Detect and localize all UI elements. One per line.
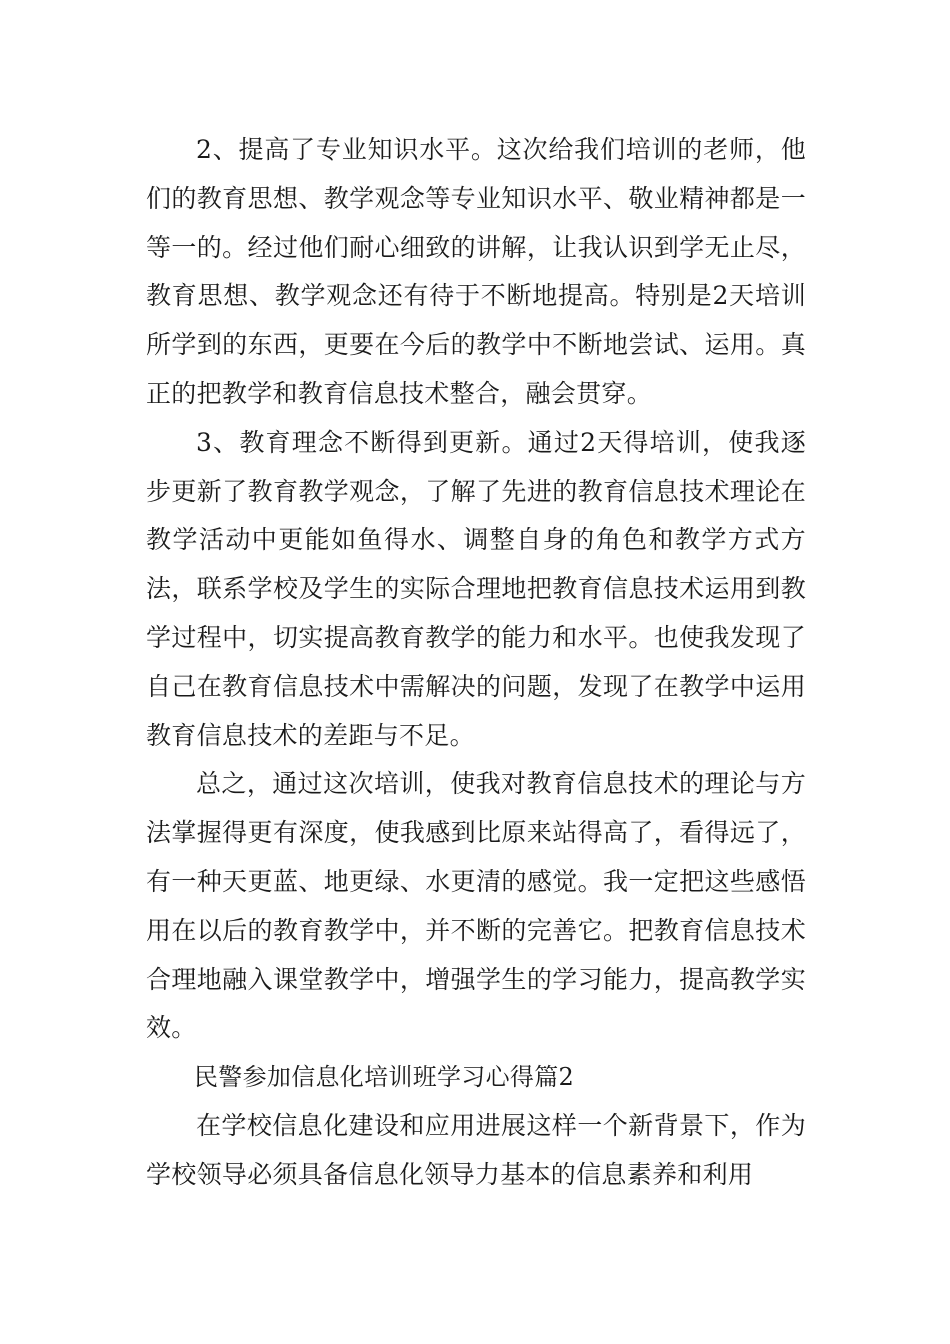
paragraph-professional-knowledge: 2、提高了专业知识水平。这次给我们培训的老师，他们的教育思想、教学观念等专业知识水平、敬业精神都是一等一的。经过他们耐心细致的讲解，让我认识到学无止尽，教育思想、教学观念还有待于不断地提高。特别是2天培训所学到的东西，更要在今后的教学中不断地尝试、运用。真正的把教学和教育信息技术整合，融会贯穿。 <box>146 135 806 408</box>
paragraph-summary: 总之，通过这次培训，使我对教育信息技术的理论与方法掌握得更有深度，使我感到比原来站得高了，看得远了，有一种天更蓝、地更绿、水更清的感觉。我一定把这些感悟用在以后的教育教学中，并不断的完善它。把教育信息技术合理地融入课堂教学中，增强学生的学习能力，提高教学实效。 <box>146 769 806 1043</box>
document-body <box>146 126 806 1200</box>
paragraph-section-2-intro: 在学校信息化建设和应用进展这样一个新背景下，作为学校领导必须具备信息化领导力基本的信息素养和利用 <box>146 1110 806 1189</box>
section-heading: 民警参加信息化培训班学习心得篇2 <box>194 1063 575 1092</box>
paragraph-education-concept: 3、教育理念不断得到更新。通过2天得培训，使我逐步更新了教育教学观念，了解了先进的教育信息技术理论在教学活动中更能如鱼得水、调整自身的角色和教学方式方法，联系学校及学生的实际合理地把教育信息技术运用到教学过程中，切实提高教育教学的能力和水平。也使我发现了自己在教育信息技术中需解决的问题，发现了在教学中运用教育信息技术的差距与不足。 <box>146 427 806 750</box>
